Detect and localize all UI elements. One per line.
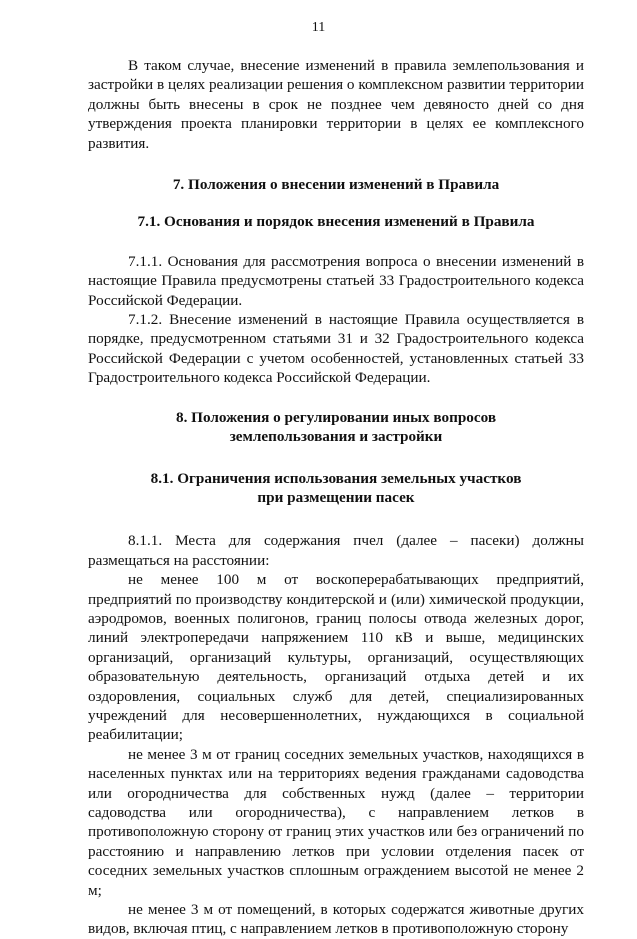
paragraph-7-1-1: 7.1.1. Основания для рассмотрения вопроса о внесении изменений в настоящие Правила предусмотрены статьей 33 Градостроительного кодекса Российской Федерации. [88,252,584,309]
paragraph-8-1-1: 8.1.1. Места для содержания пчел (далее – пасеки) должны размещаться на расстоянии: [88,532,584,569]
section-heading-8-line1: 8. Положения о регулировании иных вопросов [175,408,497,426]
document-body [88,56,584,939]
subsection-heading-8-1-line2: при размещении пасек [257,488,415,506]
list-item-distance-3m-borders: не менее 3 м от границ соседних земельных участков, находящихся в населенных пунктах или на территориях ведения гражданами садоводства или огородничества для собственных нужд (далее – территории садоводства или огородничества), с направлением летков в противоположную сторону от границ этих участков или без ограничений по расстоянию и направлению летков при условии отделения пасек от соседних земельных участков сплошным ограждением высотой не менее 2 м; [88,745,584,899]
section-heading-8 [88,408,584,447]
subsection-heading-7-1: 7.1. Основания и порядок внесения изменений в Правила [137,213,535,231]
list-item-distance-3m-premises: не менее 3 м от помещений, в которых содержатся животные других видов, включая птиц, с направлением летков в противоположную сторону [88,901,584,938]
page-number: 11 [311,20,326,35]
subsection-heading-8-1 [88,469,584,508]
section-heading-7: 7. Положения о внесении изменений в Правила [172,176,500,194]
subsection-heading-8-1-line1: 8.1. Ограничения использования земельных участков [150,469,522,487]
paragraph-intro: В таком случае, внесение изменений в правила землепользования и застройки в целях реализации решения о комплексном развитии территории должны быть внесены в срок не позднее чем девяносто дней со дня утверждения проекта планировки территории в целях ее комплексного развития. [88,57,584,152]
list-item-distance-100m: не менее 100 м от воскоперерабатывающих предприятий, предприятий по производству кондитерской и (или) химической продукции, аэродромов, военных полигонов, границ полосы отвода железных дорог, линий электропередачи напряжением 110 кВ и выше, медицинских организаций, организаций культуры, организаций, осуществляющих образовательную деятельность, организаций отдыха детей и их оздоровления, социальных служб для детей, специализированных учреждений для несовершеннолетних, нуждающихся в социальной реабилитации; [88,571,584,744]
section-heading-8-line2: землепользования и застройки [229,428,443,446]
paragraph-7-1-2: 7.1.2. Внесение изменений в настоящие Правила осуществляется в порядке, предусмотренном статьями 31 и 32 Градостроительного кодекса Российской Федерации с учетом особенностей, установленных статьей 33 Градостроительного кодекса Российской Федерации. [88,311,584,387]
